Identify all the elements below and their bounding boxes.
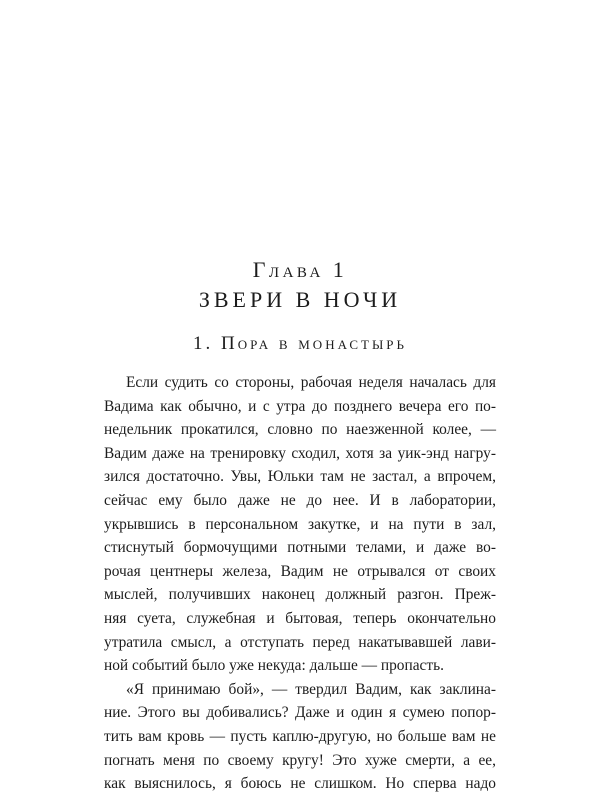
text-line: рочая центнеры железа, Вадим не отрывался от своих — [104, 562, 496, 580]
text-line: сейчас ему было даже не до нее. И в лаборатории, — [104, 491, 496, 509]
text-line: Вадим даже на тренировку сходил, хотя за уик-энд нагру- — [104, 444, 496, 462]
text-line: мыслей, получивших наконец должный разгон. Преж- — [104, 586, 496, 604]
text-line: утратила смысл, а отступать перед накатывавшей лави- — [104, 633, 496, 651]
text-line: тить вам кровь — пусть каплю-другую, но больше вам не — [104, 727, 496, 745]
text-line: «Я принимаю бой», — твердил Вадим, как заклина- — [126, 680, 496, 698]
text-line: как выяснилось, я боюсь не слишком. Но сперва надо — [104, 775, 496, 793]
text-line: няя суета, служебная и бытовая, теперь окончательно — [104, 609, 496, 627]
text-line: недельник прокатился, словно по наезженной колее, — — [104, 421, 496, 439]
text-line: стиснутый бормочущими потными телами, и даже во- — [104, 539, 496, 557]
text-line: укрывшись в персональном закутке, и на пути в зал, — [104, 515, 496, 533]
section-title: 1. Пора в монастырь — [193, 333, 407, 354]
text-line: ной событий было уже некуда: дальше — пропасть. — [104, 657, 444, 675]
text-line: зился достаточно. Увы, Юльки там не застал, а впрочем, — [104, 468, 496, 486]
text-line: погнать меня по своему кругу! Это хуже смерти, а ее, — [104, 751, 496, 769]
chapter-title: ЗВЕРИ В НОЧИ — [198, 287, 402, 312]
text-line: Если судить со стороны, рабочая неделя началась для — [126, 374, 496, 391]
chapter-label: Глава 1 — [252, 257, 348, 282]
text-line: Вадима как обычно, и с утра до позднего вечера его по- — [104, 397, 496, 415]
body-text — [104, 371, 496, 796]
text-line: ние. Этого вы добивались? Даже и один я сумею попор- — [104, 704, 496, 722]
